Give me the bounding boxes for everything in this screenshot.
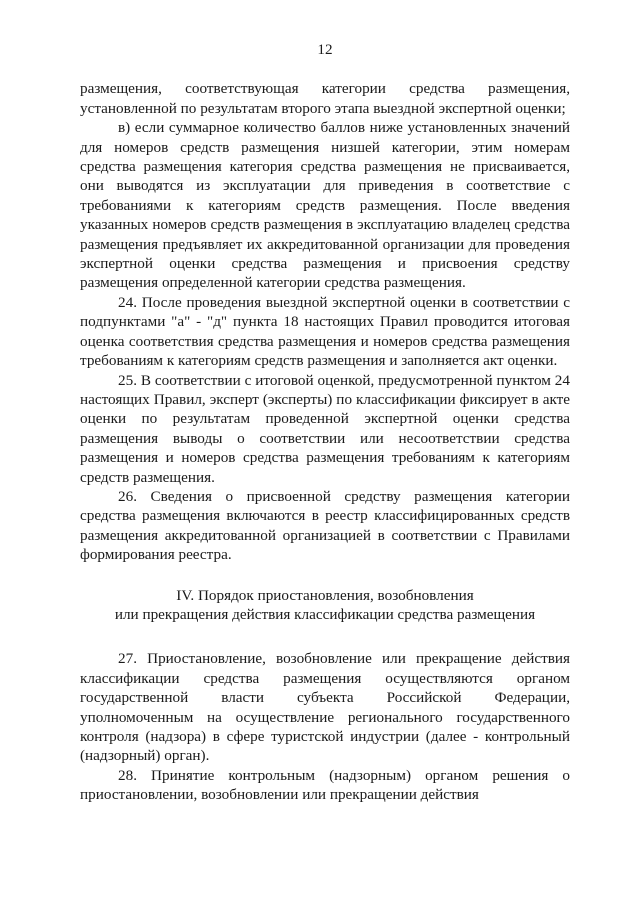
section-heading-line-2: или прекращения действия классификации средства размещения: [114, 605, 536, 623]
section-heading-line-1: IV. Порядок приостановления, возобновления: [176, 586, 474, 604]
paragraph-28: 28. Принятие контрольным (надзорным) органом решения о приостановлении, возобновлении или прекращении действия: [80, 766, 570, 804]
paragraph-27: 27. Приостановление, возобновление или прекращение действия классификации средства размещения осуществляются органом государственной власти субъекта Российской Федерации, уполномоченным на осуществление регионального государственного контроля (надзора) в сфере туристской индустрии (далее - контрольный (надзорный) орган).: [80, 650, 570, 765]
paragraph-subitem-v: в) если суммарное количество баллов ниже установленных значений для номеров средств размещения низшей категории, этим номерам средства размещения категория средства размещения не присваивается, они выводятся из эксплуатации для приведения в соответствие с требованиями к категориям средств размещения. После введения указанных номеров средств размещения в эксплуатацию владелец средства размещения предъявляет их аккредитованной организации для проведения экспертной оценки средства размещения и присвоения средству размещения определенной категории средства размещения.: [80, 119, 570, 292]
paragraph-25: 25. В соответствии с итоговой оценкой, предусмотренной пунктом 24 настоящих Правил, эксперт (эксперты) по классификации фиксирует в акте оценки по результатам проведенной экспертной оценки средства размещения выводы о соответствии или несоответствии средства размещения и номеров средства размещения требованиям к категориям средств размещения.: [80, 371, 570, 486]
paragraph-24: 24. После проведения выездной экспертной оценки в соответствии с подпунктами "а" - "д" пункта 18 настоящих Правил проводится итоговая оценка соответствия средства размещения и номеров средства размещения требованиям к категориям средств размещения и заполняется акт оценки.: [80, 293, 570, 370]
paragraph-continuation: размещения, соответствующая категории средства размещения, установленной по результатам второго этапа выездной экспертной оценки;: [80, 80, 570, 117]
section-heading: [80, 586, 570, 625]
paragraph-26: 26. Сведения о присвоенной средству размещения категории средства размещения включаются в реестр классифицированных средств размещения аккредитованной организацией в соответствии с Правилами формирования реестра.: [80, 487, 570, 564]
page-number: 12: [317, 41, 333, 58]
